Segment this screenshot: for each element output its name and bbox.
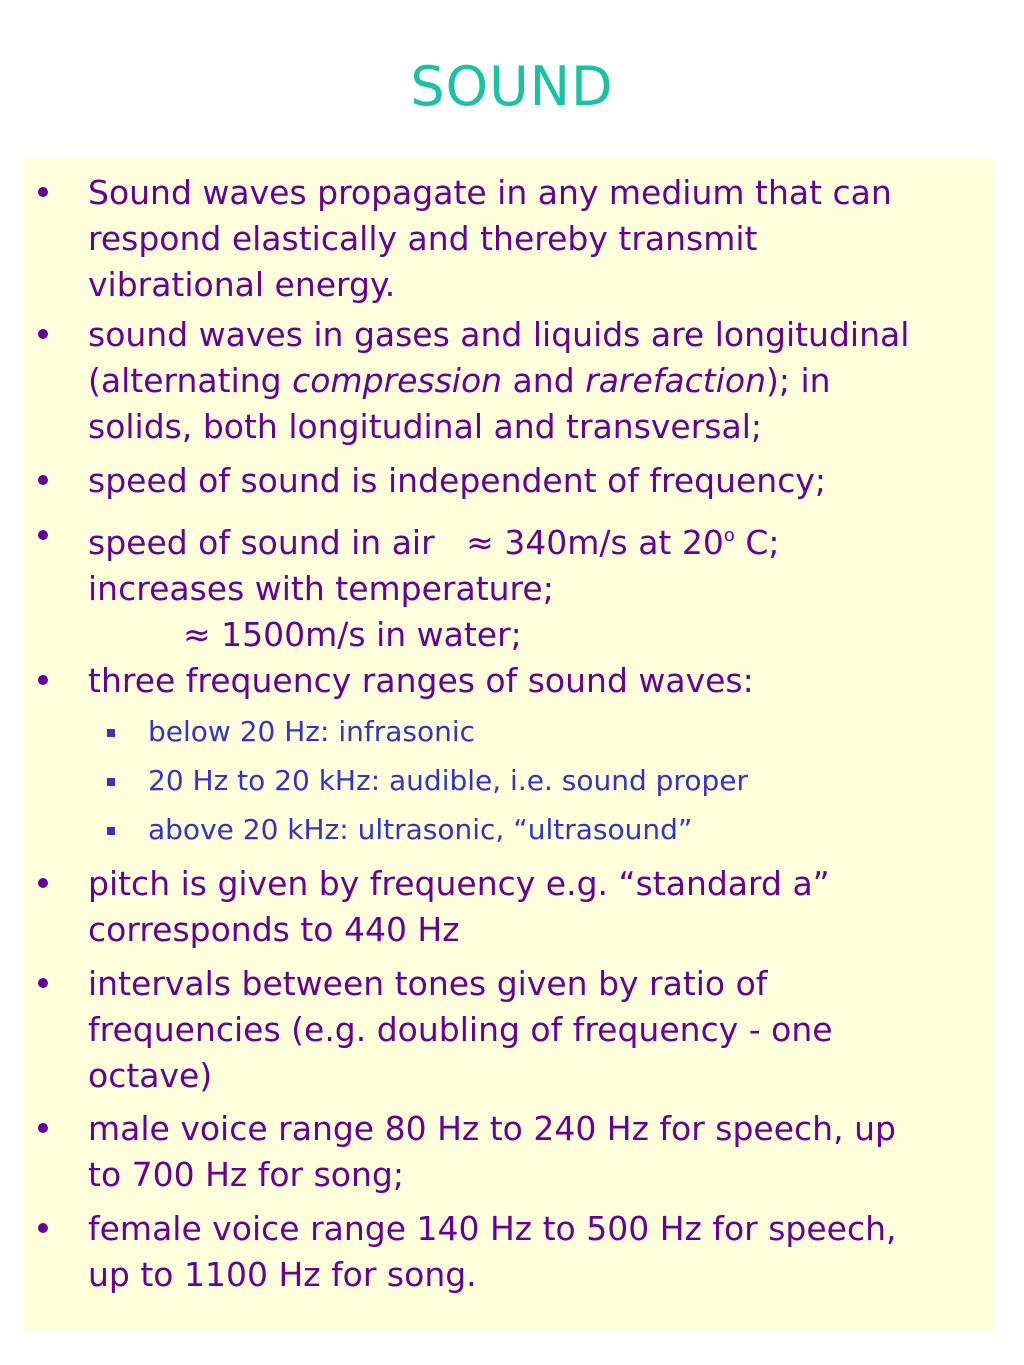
- bullet-text: [88, 658, 968, 704]
- text-span: and: [502, 361, 586, 400]
- text-line: Sound waves propagate in any medium that can: [88, 173, 892, 212]
- content-panel: [24, 158, 993, 1331]
- text-span: (alternating: [88, 361, 293, 400]
- text-line: male voice range 80 Hz to 240 Hz for speech, up: [88, 1109, 896, 1148]
- text-line: intervals between tones given by ratio of: [88, 964, 768, 1003]
- bullet-text: [88, 458, 968, 504]
- bullet-text: [88, 1106, 968, 1198]
- text-line: [88, 358, 968, 404]
- text-line: solids, both longitudinal and transversal;: [88, 407, 762, 446]
- square-bullet-icon: [107, 729, 115, 737]
- bullet-dot-icon: [38, 1223, 48, 1233]
- text-line: octave): [88, 1056, 213, 1095]
- text-line: up to 1100 Hz for song.: [88, 1255, 477, 1294]
- bullet-text: [88, 312, 968, 450]
- bullet-dot-icon: [38, 475, 48, 485]
- bullet-text: [88, 513, 968, 658]
- bullet-dot-icon: [38, 1123, 48, 1133]
- bullet-text: [88, 170, 968, 308]
- emphasis-compression: compression: [292, 361, 503, 400]
- text-line: increases with temperature;: [88, 569, 554, 608]
- text-line: respond elastically and thereby transmit: [88, 219, 758, 258]
- text-line: frequencies (e.g. doubling of frequency - one: [88, 1010, 833, 1049]
- bullet-dot-icon: [38, 329, 48, 339]
- bullet-text: [88, 1206, 968, 1298]
- square-bullet-icon: [107, 827, 115, 835]
- bullet-dot-icon: [38, 978, 48, 988]
- bullet-text: [88, 861, 968, 953]
- text-line: corresponds to 440 Hz: [88, 910, 460, 949]
- text-line: speed of sound is independent of frequency;: [88, 461, 827, 500]
- sub-item-text: below 20 Hz: infrasonic: [148, 715, 476, 748]
- sub-item-text: 20 Hz to 20 kHz: audible, i.e. sound proper: [148, 764, 748, 797]
- text-line: three frequency ranges of sound waves:: [88, 661, 754, 700]
- square-bullet-icon: [107, 778, 115, 786]
- text-line: pitch is given by frequency e.g. “standard a”: [88, 864, 830, 903]
- bullet-dot-icon: [38, 187, 48, 197]
- page-title: SOUND: [410, 55, 614, 118]
- text-line: ≈ 1500m/s in water;: [183, 615, 522, 654]
- text-line: female voice range 140 Hz to 500 Hz for speech,: [88, 1209, 897, 1248]
- degree-superscript: o: [723, 525, 735, 546]
- text-span: speed of sound in air ≈ 340m/s at 20: [88, 523, 724, 562]
- emphasis-rarefaction: rarefaction: [585, 361, 766, 400]
- text-line: sound waves in gases and liquids are longitudinal: [88, 315, 910, 354]
- text-span: ); in: [766, 361, 831, 400]
- text-span: C;: [734, 523, 780, 562]
- bullet-text: [88, 961, 968, 1099]
- bullet-dot-icon: [38, 878, 48, 888]
- text-line: to 700 Hz for song;: [88, 1155, 404, 1194]
- bullet-dot-icon: [38, 530, 48, 540]
- text-line: vibrational energy.: [88, 265, 396, 304]
- bullet-dot-icon: [38, 675, 48, 685]
- sub-item-text: above 20 kHz: ultrasonic, “ultrasound”: [148, 813, 693, 846]
- text-line: [88, 513, 968, 566]
